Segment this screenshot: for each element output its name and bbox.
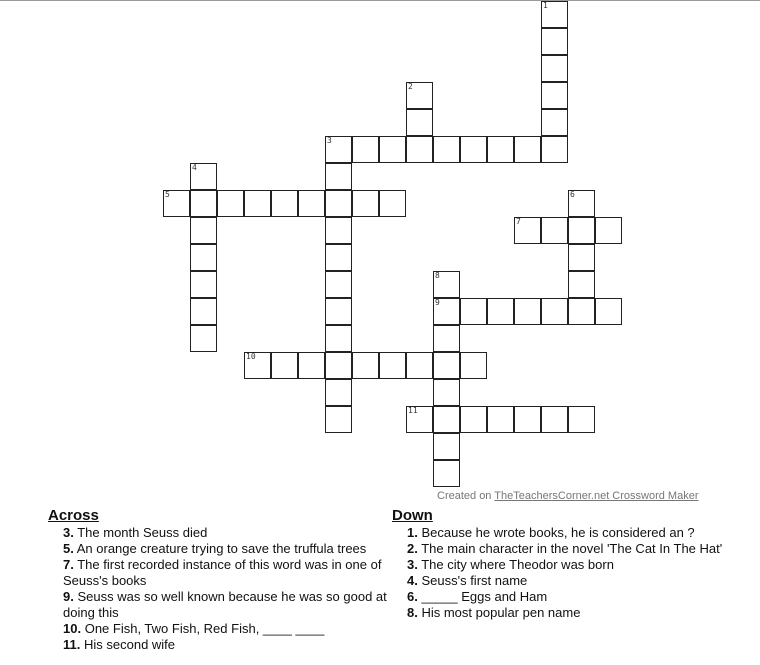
across-heading: Across xyxy=(48,507,99,524)
grid-cell[interactable] xyxy=(433,379,460,406)
clue-num: 8. xyxy=(407,605,418,620)
down-clue xyxy=(392,557,732,573)
down-clue xyxy=(392,541,732,557)
clue-num: 7. xyxy=(63,557,74,572)
clue-text: Seuss's first name xyxy=(421,573,528,588)
grid-cell[interactable] xyxy=(325,136,352,163)
grid-cell[interactable] xyxy=(568,271,595,298)
grid-cell[interactable] xyxy=(541,136,568,163)
grid-cell[interactable] xyxy=(433,352,460,379)
grid-cell[interactable] xyxy=(514,217,541,244)
grid-cell[interactable] xyxy=(379,352,406,379)
down-clue xyxy=(392,525,732,541)
grid-cell[interactable] xyxy=(541,1,568,28)
down-heading: Down xyxy=(392,507,433,524)
grid-cell[interactable] xyxy=(487,136,514,163)
grid-cell[interactable] xyxy=(325,325,352,352)
clue-num: 10. xyxy=(63,621,82,636)
grid-cell[interactable] xyxy=(433,271,460,298)
clue-number: 7 xyxy=(516,217,521,226)
down-clues xyxy=(392,507,732,621)
grid-cell[interactable] xyxy=(460,298,487,325)
grid-cell[interactable] xyxy=(568,217,595,244)
clue-number: 9 xyxy=(435,298,440,307)
grid-cell[interactable] xyxy=(379,190,406,217)
grid-cell[interactable] xyxy=(190,190,217,217)
grid-cell[interactable] xyxy=(190,271,217,298)
clue-number: 3 xyxy=(327,136,332,145)
grid-cell[interactable] xyxy=(325,190,352,217)
grid-cell[interactable] xyxy=(190,217,217,244)
grid-cell[interactable] xyxy=(406,406,433,433)
grid-cell[interactable] xyxy=(514,136,541,163)
clue-number: 2 xyxy=(408,82,413,91)
across-clue xyxy=(48,589,388,621)
clue-num: 6. xyxy=(407,589,418,604)
grid-cell[interactable] xyxy=(487,298,514,325)
grid-cell[interactable] xyxy=(271,352,298,379)
grid-cell[interactable] xyxy=(325,244,352,271)
grid-cell[interactable] xyxy=(325,379,352,406)
grid-cell[interactable] xyxy=(325,217,352,244)
down-clue-list xyxy=(392,525,732,621)
clue-text: Seuss was so well known because he was so good at doing this xyxy=(63,589,387,620)
grid-cell[interactable] xyxy=(487,406,514,433)
grid-cell[interactable] xyxy=(298,190,325,217)
clue-number: 5 xyxy=(165,190,170,199)
grid-cell[interactable] xyxy=(325,352,352,379)
grid-cell[interactable] xyxy=(568,244,595,271)
grid-cell[interactable] xyxy=(433,460,460,487)
across-clues xyxy=(48,507,388,653)
grid-cell[interactable] xyxy=(514,298,541,325)
clue-num: 4. xyxy=(407,573,418,588)
grid-cell[interactable] xyxy=(433,136,460,163)
grid-cell[interactable] xyxy=(541,298,568,325)
grid-cell[interactable] xyxy=(541,406,568,433)
grid-cell[interactable] xyxy=(352,136,379,163)
down-clue xyxy=(392,589,732,605)
grid-cell[interactable] xyxy=(325,271,352,298)
across-clue xyxy=(48,637,388,653)
down-clue xyxy=(392,605,732,621)
grid-cell[interactable] xyxy=(433,298,460,325)
grid-cell[interactable] xyxy=(568,190,595,217)
grid-cell[interactable] xyxy=(568,298,595,325)
clue-text: Because he wrote books, he is considered an ? xyxy=(421,525,695,540)
clue-text: An orange creature trying to save the truffula trees xyxy=(76,541,367,556)
clue-text: His most popular pen name xyxy=(421,605,581,620)
clue-text: _____ Eggs and Ham xyxy=(421,589,548,604)
grid-cell[interactable] xyxy=(325,298,352,325)
clue-number: 11 xyxy=(408,406,418,415)
grid-cell[interactable] xyxy=(433,406,460,433)
grid-cell[interactable] xyxy=(190,244,217,271)
clue-number: 1 xyxy=(543,1,548,10)
clue-num: 11. xyxy=(63,637,81,652)
grid-cell[interactable] xyxy=(406,109,433,136)
grid-cell[interactable] xyxy=(379,136,406,163)
grid-cell[interactable] xyxy=(541,217,568,244)
grid-cell[interactable] xyxy=(352,352,379,379)
grid-cell[interactable] xyxy=(433,433,460,460)
across-clue xyxy=(48,541,388,557)
clue-text: One Fish, Two Fish, Red Fish, ____ ____ xyxy=(84,621,325,636)
grid-cell[interactable] xyxy=(514,406,541,433)
clue-number: 10 xyxy=(246,352,256,361)
grid-cell[interactable] xyxy=(460,406,487,433)
clue-text: The month Seuss died xyxy=(77,525,208,540)
grid-cell[interactable] xyxy=(406,352,433,379)
clue-number: 4 xyxy=(192,163,197,172)
grid-cell[interactable] xyxy=(244,190,271,217)
across-clue-list xyxy=(48,525,388,653)
grid-cell[interactable] xyxy=(352,190,379,217)
clue-text: The city where Theodor was born xyxy=(421,557,614,572)
credit-line xyxy=(437,490,699,502)
clue-num: 2. xyxy=(407,541,418,556)
clue-num: 3. xyxy=(407,557,418,572)
grid-cell[interactable] xyxy=(298,352,325,379)
grid-cell[interactable] xyxy=(541,55,568,82)
grid-cell[interactable] xyxy=(595,217,622,244)
grid-cell[interactable] xyxy=(325,163,352,190)
grid-cell[interactable] xyxy=(595,298,622,325)
grid-cell[interactable] xyxy=(406,82,433,109)
clue-num: 1. xyxy=(407,525,418,540)
across-clue xyxy=(48,525,388,541)
grid-cell[interactable] xyxy=(541,28,568,55)
clue-num: 5. xyxy=(63,541,74,556)
clue-text: The main character in the novel 'The Cat In The Hat' xyxy=(421,541,723,556)
clue-number: 8 xyxy=(435,271,440,280)
grid-cell[interactable] xyxy=(406,136,433,163)
grid-cell[interactable] xyxy=(217,190,244,217)
credit-link[interactable]: TheTeachersCorner.net Crossword Maker xyxy=(494,490,699,502)
grid-cell[interactable] xyxy=(433,325,460,352)
clue-num: 9. xyxy=(63,589,74,604)
grid-cell[interactable] xyxy=(190,298,217,325)
grid-cell[interactable] xyxy=(271,190,298,217)
grid-cell[interactable] xyxy=(460,352,487,379)
grid-cell[interactable] xyxy=(163,190,190,217)
grid-cell[interactable] xyxy=(568,406,595,433)
clue-num: 3. xyxy=(63,525,74,540)
clue-text: His second wife xyxy=(83,637,176,652)
grid-cell[interactable] xyxy=(541,82,568,109)
clue-text: The first recorded instance of this word was in one of Seuss's books xyxy=(63,557,382,588)
across-clue xyxy=(48,621,388,637)
credit-prefix: Created on xyxy=(437,490,495,502)
grid-cell[interactable] xyxy=(460,136,487,163)
down-clue xyxy=(392,573,732,589)
grid-cell[interactable] xyxy=(190,325,217,352)
grid-cell[interactable] xyxy=(190,163,217,190)
grid-cell[interactable] xyxy=(244,352,271,379)
grid-cell[interactable] xyxy=(325,406,352,433)
grid-cell[interactable] xyxy=(541,109,568,136)
across-clue xyxy=(48,557,388,589)
clue-number: 6 xyxy=(570,190,575,199)
